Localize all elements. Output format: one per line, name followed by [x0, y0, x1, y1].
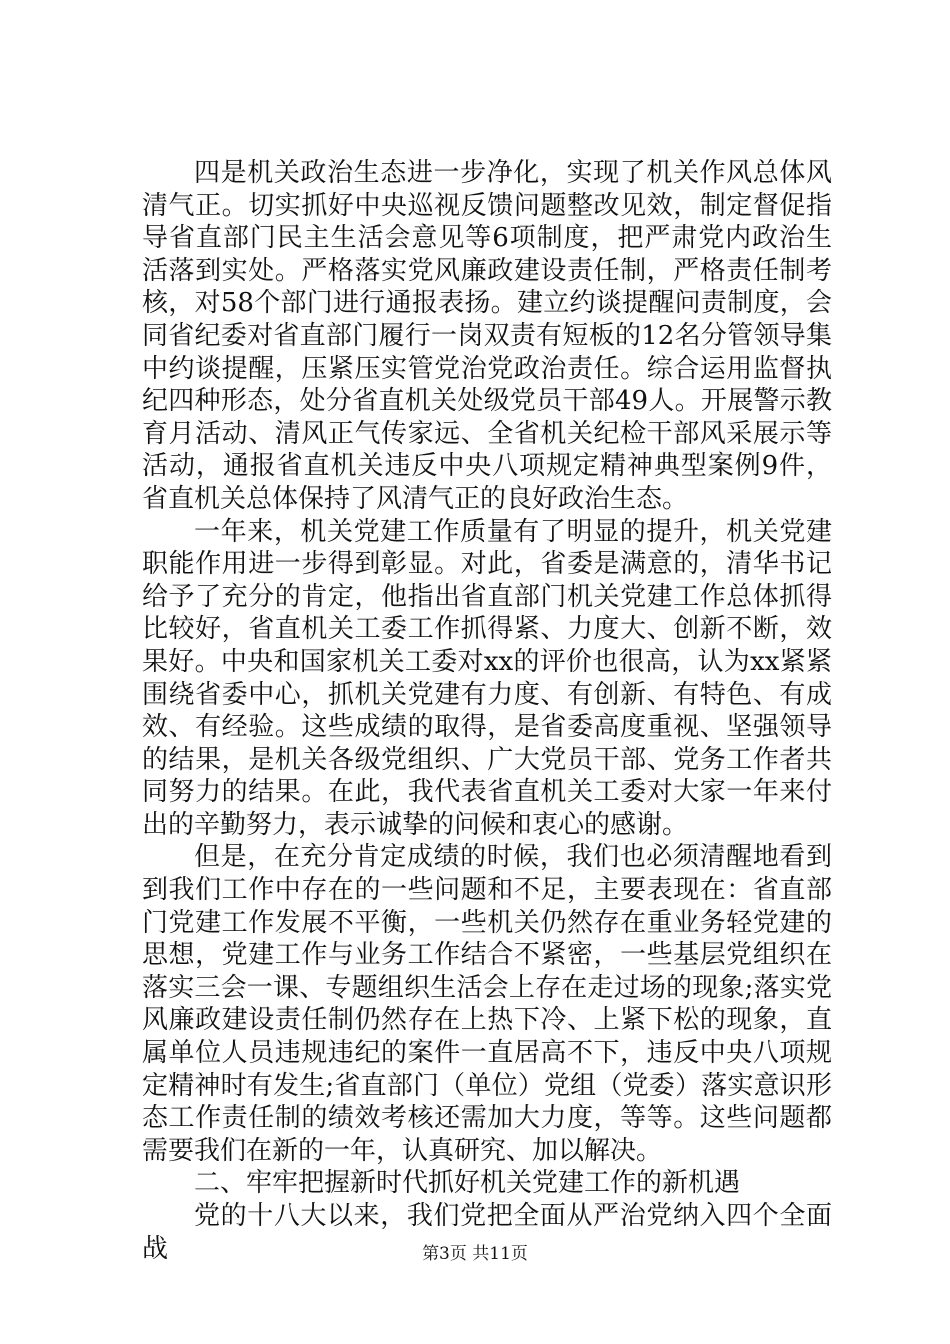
- paragraph-2: 一年来，机关党建工作质量有了明显的提升，机关党建职能作用进一步得到彰显。对此，省委是满意的，清华书记给予了充分的肯定，他指出省直部门机关党建工作总体抓得比较好，省直机关工委工作抓得紧、力度大、创新不断，效果好。中央和国家机关工委对xx的评价也很高，认为xx紧紧围绕省委中心，抓机关党建有力度、有创新、有特色、有成效、有经验。这些成绩的取得，是省委高度重视、坚强领导的结果，是机关各级党组织、广大党员干部、党务工作者共同努力的结果。在此，我代表省直机关工委对大家一年来付出的辛勤努力，表示诚挚的问候和衷心的感谢。: [142, 516, 832, 840]
- document-body: [142, 157, 832, 1265]
- paragraph-3: 但是，在充分肯定成绩的时候，我们也必须清醒地看到到我们工作中存在的一些问题和不足，主要表现在：省直部门党建工作发展不平衡，一些机关仍然存在重业务轻党建的思想，党建工作与业务工作结合不紧密，一些基层党组织在落实三会一课、专题组织生活会上存在走过场的现象;落实党风廉政建设责任制仍然存在上热下冷、上紧下松的现象，直属单位人员违规违纪的案件一直居高不下，违反中央八项规定精神时有发生;省直部门（单位）党组（党委）落实意识形态工作责任制的绩效考核还需加大力度，等等。这些问题都需要我们在新的一年，认真研究、加以解决。: [142, 842, 832, 1166]
- paragraph-1: 四是机关政治生态进一步净化，实现了机关作风总体风清气正。切实抓好中央巡视反馈问题整改见效，制定督促指导省直部门民主生活会意见等6项制度，把严肃党内政治生活落到实处。严格落实党风廉政建设责任制，严格责任制考核，对58个部门进行通报表扬。建立约谈提醒问责制度，会同省纪委对省直部门履行一岗双责有短板的12名分管领导集中约谈提醒，压紧压实管党治党政治责任。综合运用监督执纪四种形态，处分省直机关处级党员干部49人。开展警示教育月活动、清风正气传家远、全省机关纪检干部风采展示等活动，通报省直机关违反中央八项规定精神典型案例9件，省直机关总体保持了风清气正的良好政治生态。: [142, 158, 832, 514]
- page-footer: 第3页 共11页: [422, 1244, 528, 1264]
- paragraph-4: 党的十八大以来，我们党把全面从严治党纳入四个全面战: [142, 1201, 832, 1264]
- section-heading: 二、牢牢把握新时代抓好机关党建工作的新机遇: [194, 1168, 741, 1199]
